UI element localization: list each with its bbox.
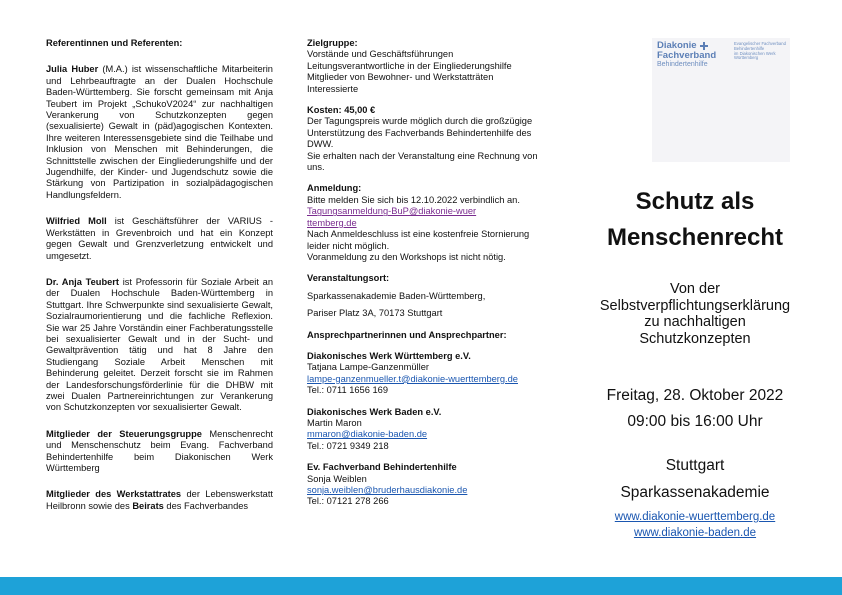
ort-heading: Veranstaltungsort: bbox=[307, 273, 390, 284]
anmeldung-text: Bitte melden Sie sich bis 12.10.2022 verbindlich an. bbox=[307, 194, 520, 205]
contact-tel: Tel.: 0721 9349 218 bbox=[307, 440, 389, 451]
url-diakonie-baden[interactable]: www.diakonie-baden.de bbox=[633, 527, 757, 539]
logo-subtitle: Behindertenhilfe bbox=[657, 61, 708, 68]
event-venue: Sparkassenakademie bbox=[620, 484, 770, 501]
event-city: Stuttgart bbox=[665, 457, 725, 474]
subtitle-line: Selbstverpflichtungserklärung bbox=[599, 297, 791, 314]
logo-side-text bbox=[734, 42, 786, 61]
event-date: Freitag, 28. Oktober 2022 bbox=[606, 387, 784, 404]
contact-org: Ev. Fachverband Behindertenhilfe bbox=[307, 462, 457, 473]
logo-brand: Diakonie bbox=[657, 40, 697, 51]
contact-name: Sonja Weiblen bbox=[307, 473, 367, 484]
logo-line2: Fachverband bbox=[657, 50, 717, 61]
zielgruppe-heading: Zielgruppe: bbox=[307, 38, 358, 48]
subtitle-line: Von der bbox=[670, 281, 720, 297]
info-column bbox=[307, 38, 552, 508]
speakers-column bbox=[46, 38, 273, 521]
zielgruppe-line: Vorstände und Geschäftsführungen bbox=[307, 49, 454, 60]
anmeldung-email-link[interactable]: Tagungsanmeldung-BuP@diakonie-wuerttemberg.de bbox=[307, 206, 477, 228]
title-line-1: Schutz als bbox=[635, 188, 755, 215]
footer-accent-bar bbox=[0, 577, 842, 595]
contact-org: Diakonisches Werk Württemberg e.V. bbox=[307, 350, 471, 361]
event-time: 09:00 bis 16:00 Uhr bbox=[627, 413, 763, 430]
speaker-teubert: Dr. Anja Teubert ist Professorin für Soziale Arbeit an der Dualen Hochschule Baden-Württemberg in Stuttgart. Ihre Schwerpunkte sind sexualisierte Gewalt, Sozialraumorientierung und die fachliche Reflexion. Sie war 25 Jahre Vorständin einer Fachberatungsstelle bei sexualisierter Gewalt und in der Sucht- und Gewaltprävention tätig und hat 8 Jahre den Studiengang Soziale Arbeit Menschen mit Behinderung geleitet. Derzeit forscht sie im Rahmen der Landesforschungsförderlinie für die DHBW mit zwei Dualen Partnereinrichtungen zur Verankerung von Schutzkonzepten vor sexualisierter Gewalt. bbox=[46, 276, 273, 413]
kosten-line: Der Tagungspreis wurde möglich durch die großzügige Unterstützung des Fachverbands Behindertenhilfe des DWW. bbox=[307, 116, 533, 150]
contact-org: Diakonisches Werk Baden e.V. bbox=[307, 406, 442, 417]
zielgruppe-line: Interessierte bbox=[307, 83, 359, 94]
zielgruppe-line: Leitungsverantwortliche in der Eingliederungshilfe bbox=[307, 60, 512, 71]
contact-email-link[interactable]: lampe-ganzenmueller.t@diakonie-wuerttemberg.de bbox=[307, 373, 518, 384]
logo-side-line: Behindertenhilfe bbox=[734, 45, 765, 51]
title-line-2: Menschenrecht bbox=[606, 224, 784, 251]
ort-line: Sparkassenakademie Baden-Württemberg, bbox=[307, 290, 486, 301]
anmeldung-line: Nach Anmeldeschluss ist eine kostenfreie Stornierung leider nicht möglich. bbox=[307, 229, 530, 251]
logo-side-line: Württemberg bbox=[734, 55, 759, 61]
anmeldung-heading: Anmeldung: bbox=[307, 183, 362, 194]
contact-email-link[interactable]: sonja.weiblen@bruderhausdiakonie.de bbox=[307, 485, 468, 495]
speaker-huber: Julia Huber (M.A.) ist wissenschaftliche Mitarbeiterin und Lehrbeauftragte an der Dualen Hochschule Baden-Württemberg. Sie forscht gemeinsam mit Anja Teubert im Projekt „SchukoV2024“ zur nachhaltigen Verankerung von Schutzkonzepten gegen (sexualisierte) Gewalt in (päd)agogischen Kontexten. Ihre weiteren Interessensgebiete sind die Teilhabe und Inklusion von Menschen mit Behinderungen, die Schnittstelle zwischen der Eingliederungshilfe und der Jugendhilfe, der Kinder- und Jugendschutz sowie die Stärkung von Partizipation in sozialpädagogischen Handlungsfeldern. bbox=[46, 64, 273, 200]
subtitle-line: Schutzkonzepten bbox=[639, 330, 751, 347]
speaker-moll: Wilfried Moll ist Geschäftsführer der VARIUS - Werkstätten in Grevenbroich und hat ein Konzept gegen Gewalt und Grenzverletzung entwickelt und umgesetzt. bbox=[46, 216, 273, 261]
subtitle-line: zu nachhaltigen bbox=[644, 314, 746, 330]
url-diakonie-wuerttemberg[interactable]: www.diakonie-wuerttemberg.de bbox=[614, 511, 776, 523]
anmeldung-line: Voranmeldung zu den Workshops ist nicht nötig. bbox=[307, 251, 506, 262]
diakonie-logo bbox=[652, 38, 790, 162]
contact-tel: Tel.: 07121 278 266 bbox=[307, 496, 389, 507]
zielgruppe-line: Mitglieder von Bewohner- und Werkstatträten bbox=[307, 72, 494, 83]
logo-side-line: Evangelischer Fachverband bbox=[734, 41, 786, 46]
subtitle bbox=[570, 281, 820, 347]
contact-name: Tatjana Lampe-Ganzenmüller bbox=[307, 362, 429, 373]
ort-line: Pariser Platz 3A, 70173 Stuttgart bbox=[307, 308, 443, 319]
kosten-heading: Kosten: 45,00 € bbox=[307, 105, 376, 116]
contact-email-link[interactable]: mmaron@diakonie-baden.de bbox=[307, 429, 428, 440]
contact-tel: Tel.: 0711 1656 169 bbox=[307, 385, 388, 396]
kosten-line: Sie erhalten nach der Veranstaltung eine Rechnung von uns. bbox=[307, 150, 538, 173]
speakers-heading: Referentinnen und Referenten: bbox=[46, 38, 183, 48]
diakonie-cross-icon bbox=[700, 42, 708, 50]
workshop-council: Mitglieder des Werkstattrates der Lebenswerkstatt Heilbronn sowie des Beirats des Fachverbandes bbox=[46, 489, 273, 511]
ansprech-heading: Ansprechpartnerinnen und Ansprechpartner: bbox=[307, 329, 507, 340]
logo-side-line: im Diakonischen Werk bbox=[734, 50, 776, 56]
contact-name: Martin Maron bbox=[307, 417, 362, 428]
steering-group: Mitglieder der Steuerungsgruppe Menschenrecht und Menschenschutz beim Evang. Fachverband Behindertenhilfe beim Diakonischen Werk Württemberg bbox=[46, 428, 273, 473]
